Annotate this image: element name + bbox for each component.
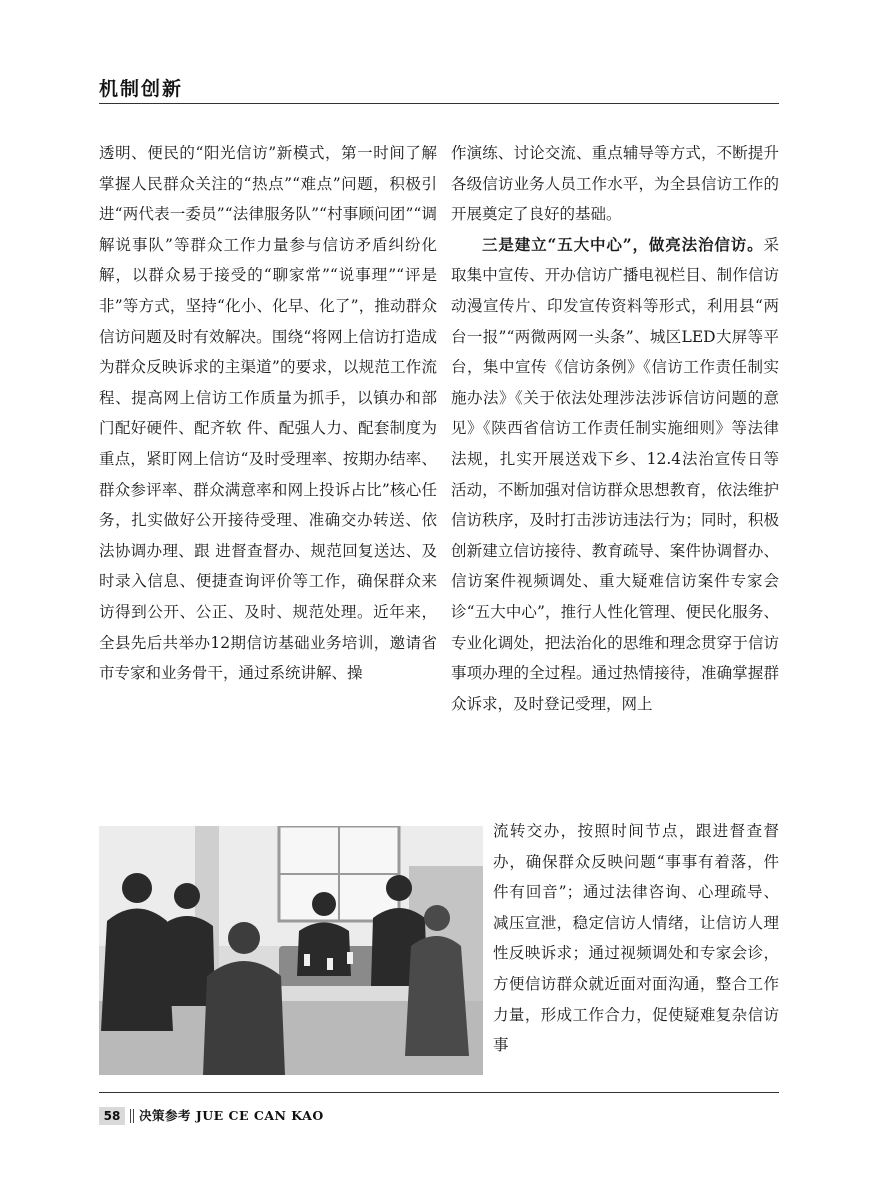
page-number: 58	[99, 1107, 125, 1125]
page-footer	[99, 1092, 779, 1132]
body-paragraph: 作演练、讨论交流、重点辅导等方式，不断提升各级信访业务人员工作水平，为全县信访工作的开展奠定了良好的基础。	[451, 144, 779, 224]
section-title: 机制创新	[99, 78, 184, 100]
header-divider	[99, 103, 779, 104]
meeting-photo	[99, 826, 483, 1075]
paragraph-body: 采取集中宣传、开办信访广播电视栏目、制作信访动漫宣传片、印发宣传资料等形式，利用县“两台一报”“两微两网一头条”、城区LED大屏等平台，集中宣传《信访条例》《信访工作责任制实施办法》《关于依法处理涉法涉诉信访问题的意见》《陕西省信访工作责任制实施细则》等法律法规，扎实开展送戏下乡、12.4法治宣传日等活动，不断加强对信访群众思想教育，依法维护信访秩序，及时打击涉访违法行为；同时，积极创新建立信访接待、教育疏导、案件协调督办、信访案件视频调处、重大疑难信访案件专家会诊“五大中心”，推行人性化管理、便民化服务、专业化调处，把法治化的思维和理念贯穿于信访事项办理的全过程。通过热情接待，准确掌握群众诉求，及时登记受理，网上	[451, 235, 779, 713]
right-text-column	[451, 138, 779, 719]
meeting-photo-illustration	[99, 826, 483, 1075]
body-paragraph	[451, 230, 779, 720]
body-paragraph: 透明、便民的“阳光信访”新模式，第一时间了解掌握人民群众关注的“热点”“难点”问题，积极引进“两代表一委员”“法律服务队”“村事顾问团”“调解说事队”等群众工作力量参与信访矛盾纠纷化解，以群众易于接受的“聊家常”“说事理”“评是非”等方式，坚持“化小、化早、化了”，推动群众信访问题及时有效解决。围绕“将网上信访打造成为群众反映诉求的主渠道”的要求，以规范工作流程、提高网上信访工作质量为抓手，以镇办和部门配好硬件、配齐软 件、配强人力、配套制度为重点，紧盯网上信访“及时受理率、按期办结率、群众参评率、群众满意率和网上投诉占比”核心任务，扎实做好公开接待受理、准确交办转送、依法协调办理、跟 进督查督办、规范回复送达、及时录入信息、便捷查询评价等工作，确保群众来访得到公开、公正、及时、规范处理。近年来，全县先后共举办12期信访基础业务培训，邀请省市专家和业务骨干，通过系统讲解、操	[99, 144, 437, 683]
wrapped-text-beside-photo: 流转交办，按照时间节点，跟进督查督办，确保群众反映问题“事事有着落，件件有回音”；通过法律咨询、心理疏导、减压宣泄，稳定信访人情绪，让信访人理性反映诉求；通过视频调处和专家会诊，方便信访群众就近面对面沟通，整合工作力量，形成工作合力，促使疑难复杂信访事	[493, 822, 779, 1055]
left-text-column	[99, 138, 437, 689]
journal-name: 决策参考 JUE CE CAN KAO	[139, 1108, 324, 1123]
page-header	[99, 66, 779, 106]
footer-separator	[130, 1109, 134, 1123]
paragraph-lead-heading: 三是建立“五大中心”，做亮法治信访。	[482, 234, 764, 254]
footer-divider	[99, 1092, 779, 1093]
